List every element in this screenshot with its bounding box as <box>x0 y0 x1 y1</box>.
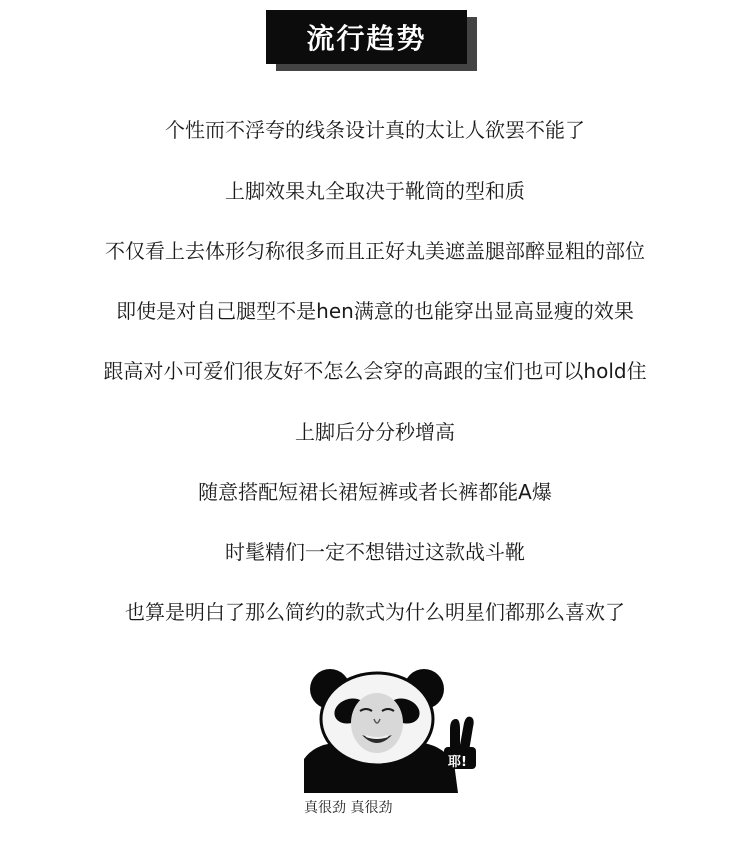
meme-badge-text: 耶! <box>448 755 467 770</box>
body-line: 也算是明白了那么简约的款式为什么明星们都那么喜欢了 <box>125 600 625 624</box>
meme-caption: 真很劲 真很劲 <box>304 800 393 814</box>
body-line: 个性而不浮夸的线条设计真的太让人欲罢不能了 <box>165 118 585 142</box>
body-line: 时髦精们一定不想错过这款战斗靴 <box>225 540 525 564</box>
panda-meme-illustration <box>304 667 478 793</box>
body-line: 上脚后分分秒增高 <box>295 420 455 444</box>
section-title: 流行趋势 <box>266 10 467 64</box>
body-line: 上脚效果丸全取决于靴筒的型和质 <box>225 179 525 203</box>
body-line: 即使是对自己腿型不是hen满意的也能穿出显高显瘦的效果 <box>116 299 634 323</box>
body-line: 跟高对小可爱们很友好不怎么会穿的高跟的宝们也可以hold住 <box>103 359 647 383</box>
body-line: 不仅看上去体形匀称很多而且正好丸美遮盖腿部醉显粗的部位 <box>105 239 645 263</box>
panda-meme-image <box>304 667 478 793</box>
body-line: 随意搭配短裙长裙短裤或者长裤都能A爆 <box>198 480 552 504</box>
